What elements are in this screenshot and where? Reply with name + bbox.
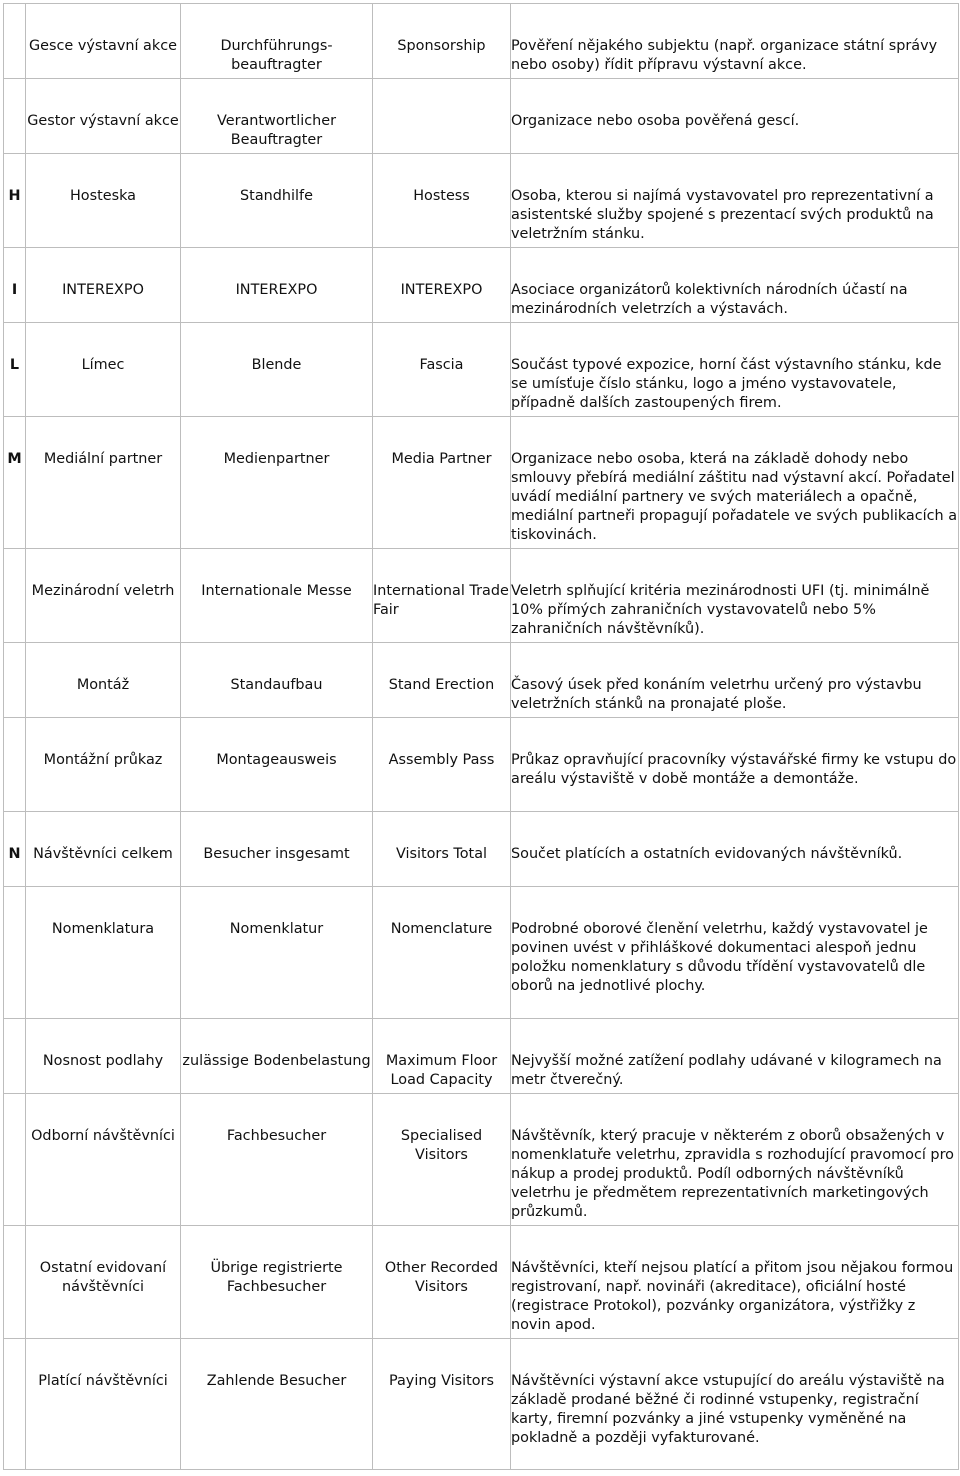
term-english: Visitors Total — [373, 812, 511, 887]
index-letter — [4, 718, 26, 812]
index-letter — [4, 1339, 26, 1470]
index-letter: M — [4, 417, 26, 549]
term-czech: Odborní návštěvníci — [26, 1094, 181, 1226]
table-row — [4, 417, 959, 549]
term-definition: Součet platících a ostatních evidovaných návštěvníků. — [511, 812, 959, 887]
term-czech: Límec — [26, 323, 181, 417]
index-letter — [4, 887, 26, 1019]
table-row — [4, 1019, 959, 1094]
term-definition: Organizace nebo osoba, která na základě dohody nebo smlouvy přebírá mediální záštitu nad výstavní akcí. Pořadatel uvádí mediální partnery ve svých materiálech a opačně, mediální partneři propagují pořadatele ve svých publikacích a tiskovinách. — [511, 417, 959, 549]
term-english: Sponsorship — [373, 4, 511, 79]
term-english: Maximum Floor Load Capacity — [373, 1019, 511, 1094]
term-definition: Časový úsek před konáním veletrhu určený pro výstavbu veletržních stánků na pronajaté ploše. — [511, 643, 959, 718]
index-letter: N — [4, 812, 26, 887]
term-german: Montageausweis — [181, 718, 373, 812]
term-english: Nomenclature — [373, 887, 511, 1019]
term-german: Zahlende Besucher — [181, 1339, 373, 1470]
index-letter: H — [4, 154, 26, 248]
table-row — [4, 323, 959, 417]
term-german: Durchführungs-beauftragter — [181, 4, 373, 79]
term-definition: Pověření nějakého subjektu (např. organizace státní správy nebo osoby) řídit přípravu výstavní akce. — [511, 4, 959, 79]
term-czech: Nosnost podlahy — [26, 1019, 181, 1094]
term-czech: Montáž — [26, 643, 181, 718]
term-definition: Asociace organizátorů kolektivních národních účastí na mezinárodních veletrzích a výstavách. — [511, 248, 959, 323]
index-letter — [4, 1019, 26, 1094]
term-english: International Trade Fair — [373, 549, 511, 643]
term-german: zulässige Bodenbelastung — [181, 1019, 373, 1094]
term-definition: Veletrh splňující kritéria mezinárodnosti UFI (tj. minimálně 10% přímých zahraničních vystavovatelů nebo 5% zahraničních návštěvníků). — [511, 549, 959, 643]
term-english: Specialised Visitors — [373, 1094, 511, 1226]
table-row — [4, 549, 959, 643]
term-czech: Montážní průkaz — [26, 718, 181, 812]
term-czech: Návštěvníci celkem — [26, 812, 181, 887]
table-row — [4, 1094, 959, 1226]
term-english: Paying Visitors — [373, 1339, 511, 1470]
term-definition: Návštěvník, který pracuje v některém z oborů obsažených v nomenklatuře veletrhu, zpravidla s rozhodující pravomocí pro nákup a prodej produktů. Podíl odborných návštěvníků veletrhu je předmětem reprezentativních marketingových průzkumů. — [511, 1094, 959, 1226]
term-czech: Mediální partner — [26, 417, 181, 549]
term-czech: Nomenklatura — [26, 887, 181, 1019]
table-row — [4, 1226, 959, 1339]
term-english: Other Recorded Visitors — [373, 1226, 511, 1339]
table-row — [4, 812, 959, 887]
term-czech: Platící návštěvníci — [26, 1339, 181, 1470]
index-letter: I — [4, 248, 26, 323]
term-german: INTEREXPO — [181, 248, 373, 323]
term-czech: Mezinárodní veletrh — [26, 549, 181, 643]
term-german: Übrige registrierte Fachbesucher — [181, 1226, 373, 1339]
term-czech: Gesce výstavní akce — [26, 4, 181, 79]
term-czech: Hosteska — [26, 154, 181, 248]
term-definition: Součást typové expozice, horní část výstavního stánku, kde se umísťuje číslo stánku, logo a jméno vystavovatele, případně dalších zastoupených firem. — [511, 323, 959, 417]
table-row — [4, 718, 959, 812]
term-definition: Organizace nebo osoba pověřená gescí. — [511, 79, 959, 154]
term-definition: Podrobné oborové členění veletrhu, každý vystavovatel je povinen uvést v přihláškové dokumentaci alespoň jednu položku nomenklatury s důvodu třídění vystavovatelů dle oborů na jednotlivé plochy. — [511, 887, 959, 1019]
term-german: Standaufbau — [181, 643, 373, 718]
term-definition: Osoba, kterou si najímá vystavovatel pro reprezentativní a asistentské služby spojené s prezentací svých produktů na veletržním stánku. — [511, 154, 959, 248]
term-english: Assembly Pass — [373, 718, 511, 812]
index-letter: L — [4, 323, 26, 417]
term-german: Fachbesucher — [181, 1094, 373, 1226]
term-english: Hostess — [373, 154, 511, 248]
term-english: INTEREXPO — [373, 248, 511, 323]
table-row — [4, 248, 959, 323]
term-german: Besucher insgesamt — [181, 812, 373, 887]
term-english — [373, 79, 511, 154]
term-czech: INTEREXPO — [26, 248, 181, 323]
term-czech: Gestor výstavní akce — [26, 79, 181, 154]
index-letter — [4, 79, 26, 154]
term-english: Fascia — [373, 323, 511, 417]
term-czech: Ostatní evidovaní návštěvníci — [26, 1226, 181, 1339]
term-german: Blende — [181, 323, 373, 417]
term-definition: Návštěvníci, kteří nejsou platící a přitom jsou nějakou formou registrovaní, např. novináři (akreditace), oficiální hosté (registrace Protokol), pozvánky organizátora, výstřižky z novin apod. — [511, 1226, 959, 1339]
term-german: Standhilfe — [181, 154, 373, 248]
table-row — [4, 154, 959, 248]
table-row — [4, 4, 959, 79]
term-definition: Průkaz opravňující pracovníky výstavářské firmy ke vstupu do areálu výstaviště v době montáže a demontáže. — [511, 718, 959, 812]
table-row — [4, 79, 959, 154]
index-letter — [4, 4, 26, 79]
term-german: Medienpartner — [181, 417, 373, 549]
index-letter — [4, 1094, 26, 1226]
table-row — [4, 643, 959, 718]
term-definition: Nejvyšší možné zatížení podlahy udávané v kilogramech na metr čtverečný. — [511, 1019, 959, 1094]
index-letter — [4, 549, 26, 643]
glossary-table — [3, 3, 959, 1470]
term-english: Stand Erection — [373, 643, 511, 718]
term-german: Verantwortlicher Beauftragter — [181, 79, 373, 154]
term-german: Nomenklatur — [181, 887, 373, 1019]
index-letter — [4, 1226, 26, 1339]
term-definition: Návštěvníci výstavní akce vstupující do areálu výstaviště na základě prodané běžné či rodinné vstupenky, registrační karty, firemní pozvánky a jiné vstupenky vyměněné na pokladně a později vyfakturované. — [511, 1339, 959, 1470]
index-letter — [4, 643, 26, 718]
table-row — [4, 1339, 959, 1470]
table-row — [4, 887, 959, 1019]
term-english: Media Partner — [373, 417, 511, 549]
term-german: Internationale Messe — [181, 549, 373, 643]
